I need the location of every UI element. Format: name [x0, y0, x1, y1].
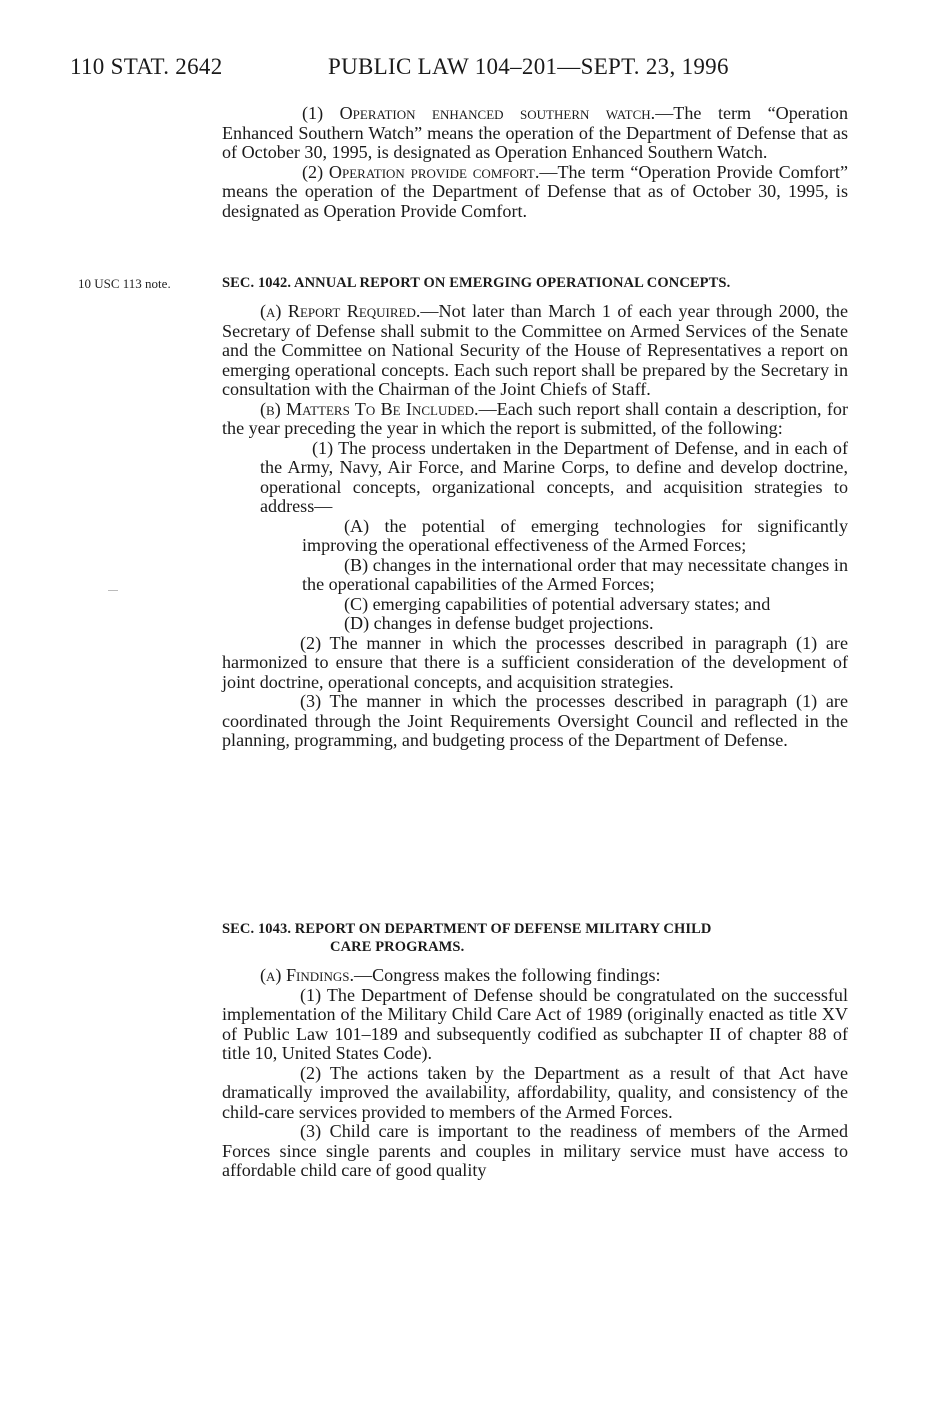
subsection-b-label: (b) Matters To Be Included.	[260, 398, 479, 419]
findings-subsection	[222, 966, 848, 986]
subsection-b	[222, 400, 848, 439]
subparagraph-a: (A) the potential of emerging technologies for significantly improving the operational effectiveness of the Armed Forces;	[302, 515, 848, 555]
stat-page-number: 110 STAT. 2642	[70, 54, 223, 79]
section-1042-heading: SEC. 1042. ANNUAL REPORT ON EMERGING OPERATIONAL CONCEPTS.	[222, 275, 731, 291]
margin-note: 10 USC 113 note.	[78, 276, 171, 291]
definition-2-heading: (2) Operation provide comfort.	[302, 161, 540, 182]
section-1043	[222, 920, 848, 1181]
paragraph-1: (1) The process undertaken in the Department of Defense, and in each of the Army, Navy, Air Force, and Marine Corps, to define and develop doctrine, operational concepts, organizational concepts, and acquisition strategies to address—	[260, 437, 848, 516]
definition-1-body: —The term “Operation Enhanced Southern Watch” means the operation of the Department of Defense that as of October 30, 1995, is designated as Operation Enhanced Southern Watch.	[222, 103, 848, 162]
paragraph-3: (3) The manner in which the processes described in paragraph (1) are coordinated through the Joint Requirements Oversight Council and reflected in the planning, programming, and budgeting process of the Department of Defense.	[222, 691, 848, 750]
definition-paragraph-2	[222, 163, 848, 222]
page-header	[70, 54, 830, 88]
subsection-a-label: (a) Report Required.	[260, 301, 421, 321]
findings-label: (a) Findings.	[260, 965, 354, 985]
finding-3: (3) Child care is important to the readiness of members of the Armed Forces since single parents and couples in military service must have access to affordable child care of good quality	[222, 1121, 848, 1180]
public-law-title: PUBLIC LAW 104–201—SEPT. 23, 1996	[328, 54, 729, 79]
finding-2: (2) The actions taken by the Department as a result of that Act have dramatically improved the availability, affordability, quality, and consistency of the child-care services provided to members of the Armed Forces.	[222, 1062, 848, 1122]
subsection-b-body: —Each such report shall contain a description, for the year preceding the year in which the report is submitted, of the following:	[222, 398, 848, 438]
section-1042	[222, 274, 848, 751]
section-1043-heading-line-2: CARE PROGRAMS.	[330, 939, 465, 955]
subsection-a-body: —Not later than March 1 of each year through 2000, the Secretary of Defense shall submit to the Committee on Armed Services of the Senate and the Committee on National Security of the House of Representatives a report on emerging operational concepts. Each such report shall be prepared by the Secretary in consultation with the Chairman of the Joint Chiefs of Staff.	[222, 301, 848, 399]
paragraph-2: (2) The manner in which the processes described in paragraph (1) are harmonized to ensure that there is a sufficient consideration of the development of joint doctrine, operational concepts, and acquisition strategies.	[222, 632, 848, 692]
subparagraph-c: (C) emerging capabilities of potential adversary states; and	[344, 593, 771, 614]
section-1043-heading	[222, 920, 848, 956]
findings-intro: —Congress makes the following findings:	[354, 965, 661, 985]
definition-1-heading: (1) Operation enhanced southern watch.	[302, 103, 656, 123]
subparagraph-b: (B) changes in the international order that may necessitate changes in the operational capabilities of the Armed Forces;	[302, 554, 848, 594]
margin-mark	[108, 590, 118, 591]
subsection-a	[222, 302, 848, 400]
section-1043-heading-line-1: SEC. 1043. REPORT ON DEPARTMENT OF DEFENSE MILITARY CHILD	[222, 921, 712, 937]
definition-2-body: —The term “Operation Provide Comfort” means the operation of the Department of Defense that as of October 30, 1995, is designated as Operation Provide Comfort.	[222, 161, 848, 221]
definitions-block	[222, 104, 848, 221]
subparagraph-d: (D) changes in defense budget projections.	[344, 613, 654, 633]
finding-1: (1) The Department of Defense should be congratulated on the successful implementation of the Military Child Care Act of 1989 (originally enacted as title XV of Public Law 101–189 and subsequently codified as subchapter II of chapter 88 of title 10, United States Code).	[222, 984, 848, 1063]
definition-paragraph-1	[222, 104, 848, 163]
